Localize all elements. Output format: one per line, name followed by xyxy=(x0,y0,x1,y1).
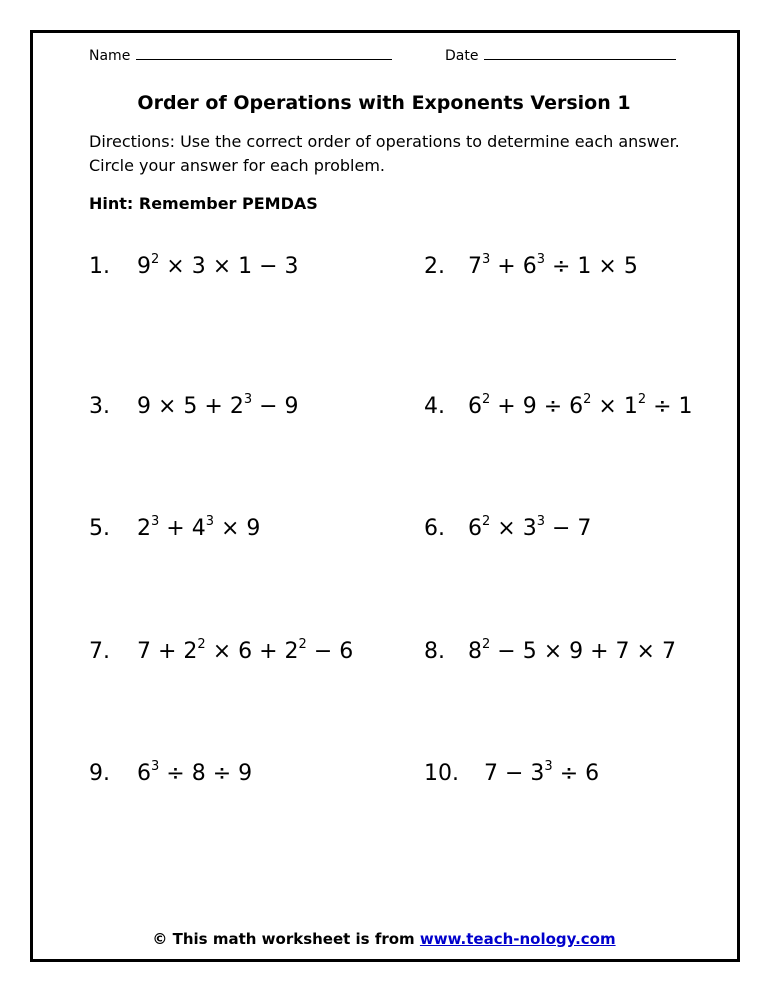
name-blank-line[interactable] xyxy=(136,46,392,60)
problem-expression: $7^3 + 6^3 \div 1 \times 5$ xyxy=(468,252,638,279)
footer-link[interactable]: www.teach-nology.com xyxy=(419,930,616,948)
problem-number: 9. xyxy=(89,761,110,786)
problem-7 xyxy=(89,637,353,670)
footer-credit xyxy=(0,929,768,949)
problem-5 xyxy=(89,514,260,547)
date-blank-line[interactable] xyxy=(484,46,676,60)
directions-text: Directions: Use the correct order of operations to determine each answer. Circle your answer for each problem. xyxy=(89,132,680,175)
problem-expression: $9^2 \times 3 \times 1 - 3$ xyxy=(137,252,299,279)
problem-3 xyxy=(89,392,299,425)
problem-number: 8. xyxy=(424,639,445,664)
problem-expression: $7 + 2^2 \times 6 + 2^2 - 6$ xyxy=(137,637,354,664)
problem-2 xyxy=(424,252,638,285)
problem-number: 7. xyxy=(89,639,110,664)
problem-10 xyxy=(424,759,599,792)
name-label: Name xyxy=(89,48,131,64)
date-label: Date xyxy=(445,48,479,64)
problem-number: 10. xyxy=(424,761,459,786)
problem-expression: $6^2 \times 3^3 - 7$ xyxy=(468,514,592,541)
date-field xyxy=(445,46,676,65)
worksheet-title: Order of Operations with Exponents Version 1 xyxy=(137,92,631,114)
problem-number: 2. xyxy=(424,254,445,279)
problem-1 xyxy=(89,252,299,285)
name-field xyxy=(89,46,392,65)
hint-text: Hint: Remember PEMDAS xyxy=(89,194,318,213)
problem-6 xyxy=(424,514,591,547)
problem-number: 5. xyxy=(89,516,110,541)
problem-number: 4. xyxy=(424,394,445,419)
problem-expression: $7 - 3^3 \div 6$ xyxy=(484,759,600,786)
problem-number: 6. xyxy=(424,516,445,541)
problem-8 xyxy=(424,637,676,670)
problem-expression: $2^3 + 4^3 \times 9$ xyxy=(137,514,261,541)
problem-9 xyxy=(89,759,252,792)
footer-text: © This math worksheet is from xyxy=(152,930,415,948)
problem-expression: $6^3 \div 8 \div 9$ xyxy=(137,759,253,786)
problem-expression: $9 \times 5 + 2^3 - 9$ xyxy=(137,392,299,419)
problem-expression: $8^2 - 5 \times 9 + 7 \times 7$ xyxy=(468,637,676,664)
problem-4 xyxy=(424,392,693,425)
problem-number: 3. xyxy=(89,394,110,419)
problem-expression: $6^2 + 9 \div 6^2 \times 1^2 \div 1$ xyxy=(468,392,693,419)
problem-number: 1. xyxy=(89,254,110,279)
